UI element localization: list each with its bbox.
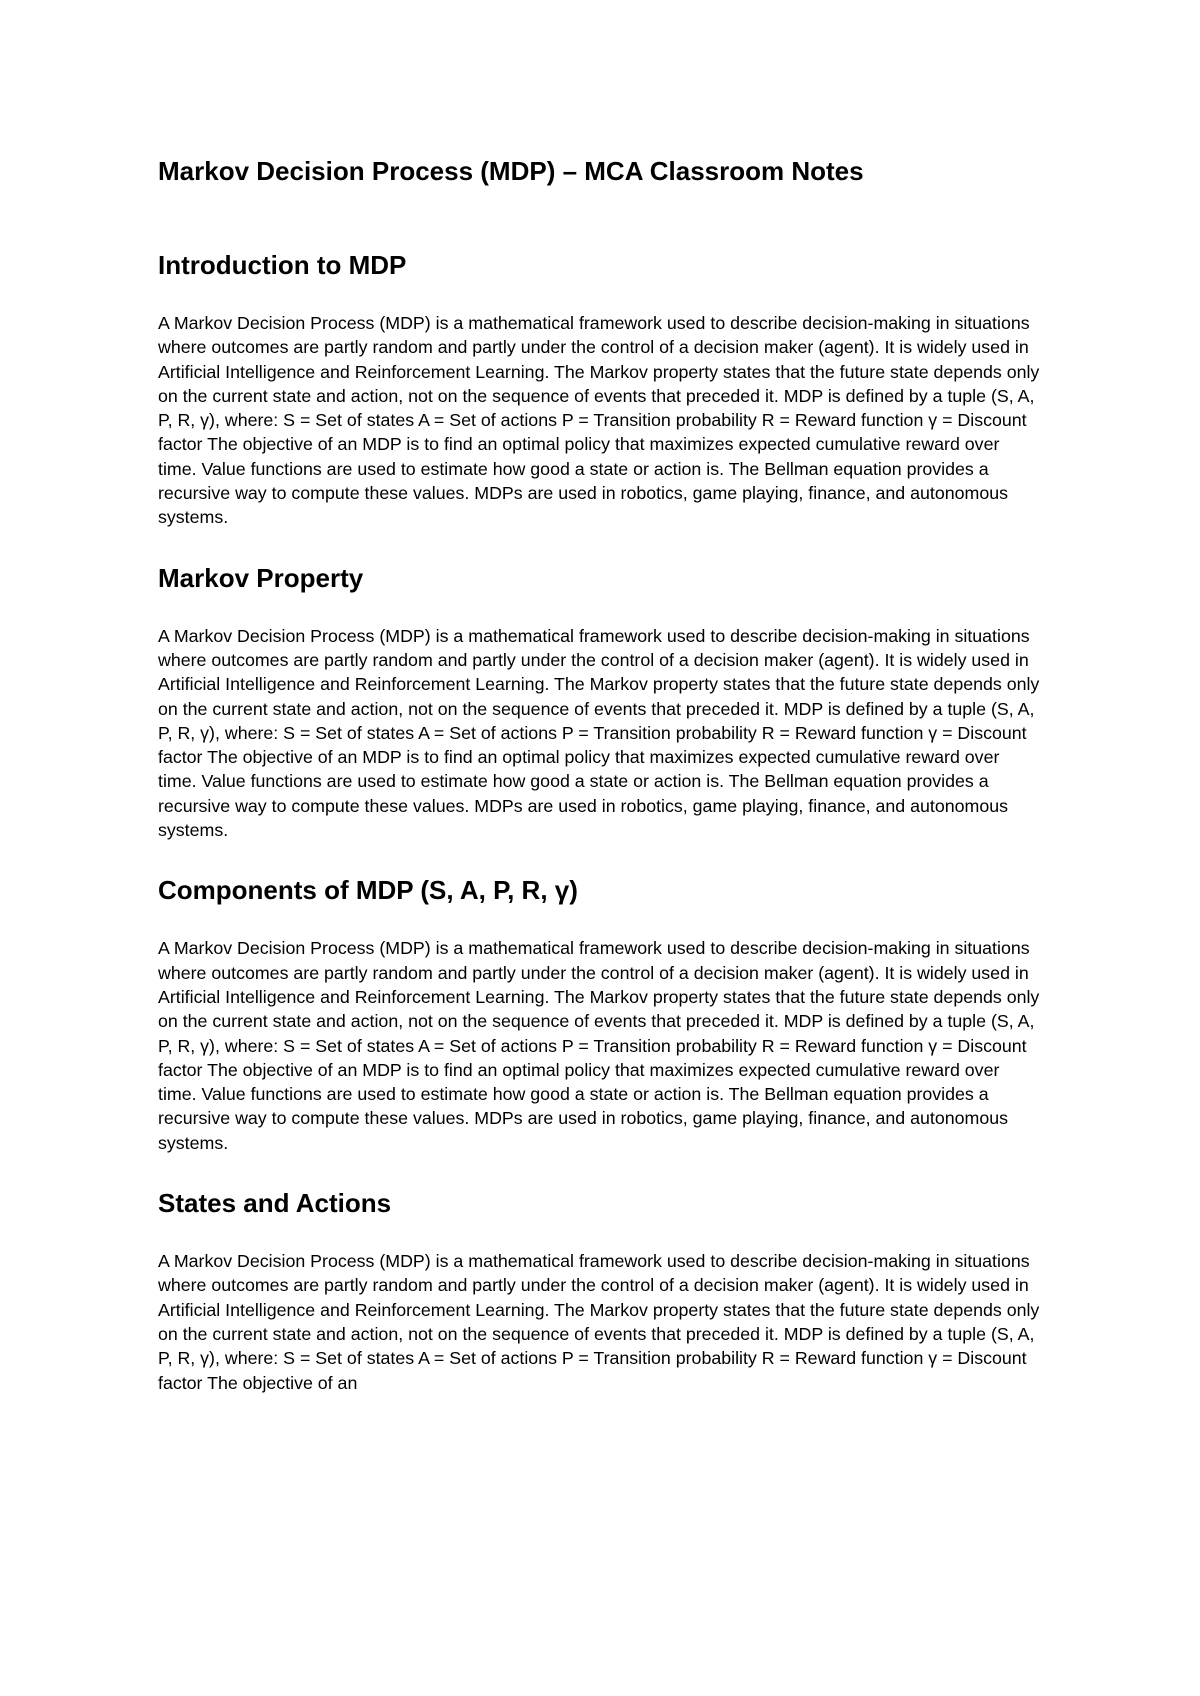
section-paragraph: A Markov Decision Process (MDP) is a mathematical framework used to describe decision-making in situations where outcomes are partly random and partly under the control of a decision maker (agent). It is widely used in Artificial Intelligence and Reinforcement Learning. The Markov property states that the future state depends only on the current state and action, not on the sequence of events that preceded it. MDP is defined by a tuple (S, A, P, R, γ), where: S = Set of states A = Set of actions P = Transition probability R = Reward function γ = Discount factor The objective of an MDP is to find an optimal policy that maximizes expected cumulative reward over time. Value functions are used to estimate how good a state or action is. The Bellman equation provides a recursive way to compute these values. MDPs are used in robotics, game playing, finance, and autonomous systems. bbox=[158, 625, 1040, 841]
section-paragraph: A Markov Decision Process (MDP) is a mathematical framework used to describe decision-making in situations where outcomes are partly random and partly under the control of a decision maker (agent). It is widely used in Artificial Intelligence and Reinforcement Learning. The Markov property states that the future state depends only on the current state and action, not on the sequence of events that preceded it. MDP is defined by a tuple (S, A, P, R, γ), where: S = Set of states A = Set of actions P = Transition probability R = Reward function γ = Discount factor The objective of an MDP is to find an optimal policy that maximizes expected cumulative reward over time. Value functions are used to estimate how good a state or action is. The Bellman equation provides a recursive way to compute these values. MDPs are used in robotics, game playing, finance, and autonomous systems. bbox=[158, 313, 1040, 528]
section-heading: Components of MDP (S, A, P, R, γ) bbox=[158, 875, 578, 906]
title-spacer bbox=[158, 187, 1058, 249]
section-paragraph: A Markov Decision Process (MDP) is a mathematical framework used to describe decision-making in situations where outcomes are partly random and partly under the control of a decision maker (agent). It is widely used in Artificial Intelligence and Reinforcement Learning. The Markov property states that the future state depends only on the current state and action, not on the sequence of events that preceded it. MDP is defined by a tuple (S, A, P, R, γ), where: S = Set of states A = Set of actions P = Transition probability R = Reward function γ = Discount factor The objective of an bbox=[158, 1251, 1040, 1393]
section-introduction bbox=[158, 249, 1058, 530]
document-title: Markov Decision Process (MDP) – MCA Classroom Notes bbox=[158, 156, 864, 186]
section-heading: Introduction to MDP bbox=[158, 250, 407, 280]
section-markov-property bbox=[158, 562, 1058, 843]
section-spacer bbox=[158, 842, 1058, 874]
page-content bbox=[158, 155, 1058, 1395]
section-states-actions bbox=[158, 1187, 1058, 1395]
section-paragraph: A Markov Decision Process (MDP) is a mathematical framework used to describe decision-making in situations where outcomes are partly random and partly under the control of a decision maker (agent). It is widely used in Artificial Intelligence and Reinforcement Learning. The Markov property states that the future state depends only on the current state and action, not on the sequence of events that preceded it. MDP is defined by a tuple (S, A, P, R, γ), where: S = Set of states A = Set of actions P = Transition probability R = Reward function γ = Discount factor The objective of an MDP is to find an optimal policy that maximizes expected cumulative reward over time. Value functions are used to estimate how good a state or action is. The Bellman equation provides a recursive way to compute these values. MDPs are used in robotics, game playing, finance, and autonomous systems. bbox=[158, 938, 1040, 1153]
section-heading: States and Actions bbox=[158, 1188, 392, 1219]
section-spacer bbox=[158, 1155, 1058, 1187]
heading-spacer bbox=[158, 1219, 1058, 1249]
section-heading: Markov Property bbox=[158, 562, 364, 593]
section-spacer bbox=[158, 530, 1058, 562]
heading-spacer bbox=[158, 281, 1058, 311]
heading-spacer bbox=[158, 906, 1058, 936]
section-components bbox=[158, 874, 1058, 1155]
heading-spacer bbox=[158, 594, 1058, 624]
